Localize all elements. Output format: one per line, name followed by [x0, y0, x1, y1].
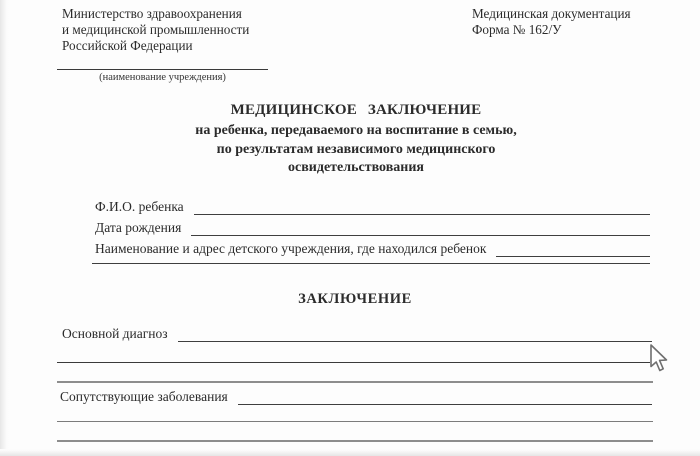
birth-date-fill-line: [191, 220, 650, 236]
field-main-diagnosis: [62, 326, 652, 342]
institution-name-line: [57, 69, 268, 70]
child-name-label: Ф.И.О. ребенка: [95, 199, 184, 214]
ministry-line-3: Российской Федерации: [62, 38, 193, 53]
child-institution-continuation-line: [92, 263, 650, 264]
concomitant-diseases-label: Сопутствующие заболевания: [60, 389, 228, 404]
child-name-fill-line: [194, 199, 650, 215]
title-line-1: МЕДИЦИНСКОЕ ЗАКЛЮЧЕНИЕ: [230, 102, 482, 118]
title-line-3: по результатам независимого медицинского: [216, 141, 496, 157]
main-diagnosis-continuation-line-2: [57, 381, 653, 383]
form-number: Форма № 162/У: [472, 22, 562, 37]
field-birth-date: [95, 220, 650, 236]
field-child-institution: [95, 241, 650, 257]
child-institution-fill-line: [496, 241, 650, 257]
main-diagnosis-label: Основной диагноз: [62, 326, 168, 341]
concomitant-diseases-continuation-line-2: [57, 440, 653, 442]
field-concomitant-diseases: [60, 389, 652, 405]
ministry-line-2: и медицинской промышленности: [62, 22, 250, 37]
title-line-4: освидетельствования: [288, 160, 424, 175]
concomitant-diseases-continuation-line: [57, 421, 653, 422]
child-institution-label: Наименование и адрес детского учреждения, где находился ребенок: [95, 241, 487, 256]
field-child-name: [95, 199, 650, 215]
title-line-2: на ребенка, передаваемого на воспитание в семью,: [195, 123, 517, 138]
document-title: [57, 102, 655, 178]
main-diagnosis-continuation-line: [57, 362, 650, 363]
form-designation-header: [472, 6, 631, 38]
page-edge-left: [0, 0, 9, 456]
ministry-header: [62, 6, 249, 54]
form-designation-line-1: Медицинская документация: [472, 6, 631, 21]
conclusion-heading: ЗАКЛЮЧЕНИЕ: [298, 291, 412, 307]
ministry-line-1: Министерство здравоохранения: [62, 6, 242, 21]
institution-name-caption: (наименование учреждения): [99, 72, 226, 83]
main-diagnosis-fill-line: [178, 326, 652, 342]
page-edge-bottom: [0, 449, 700, 456]
birth-date-label: Дата рождения: [95, 220, 182, 235]
mouse-cursor-icon: [648, 344, 670, 374]
concomitant-diseases-fill-line: [238, 389, 652, 405]
